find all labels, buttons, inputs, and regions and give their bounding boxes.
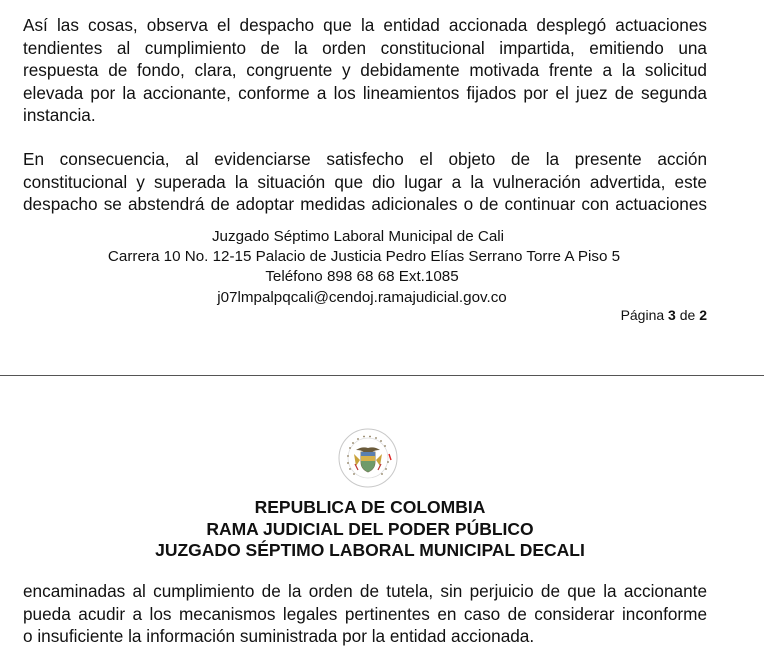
footer-court-name: Juzgado Séptimo Laboral Municipal de Cali — [211, 228, 505, 245]
body-paragraph-3 — [23, 580, 707, 648]
paragraph-line: despacho se abstendrá de adoptar medidas adicionales o de continuar con actuaciones — [23, 194, 707, 215]
page-number — [621, 307, 707, 323]
paragraph-line: respuesta de fondo, clara, congruente y debidamente motivada frente a la solicitud — [23, 60, 707, 81]
body-paragraph-2 — [23, 148, 707, 216]
paragraph-line: constitucional y superada la situación que dio lugar a la vulneración advertida, este — [23, 171, 707, 192]
paragraph-line: tendientes al cumplimiento de la orden constitucional impartida, emitiendo una — [23, 37, 707, 58]
paragraph-line: encaminadas al cumplimiento de la orden de tutela, sin perjuicio de que la accionante — [23, 581, 707, 601]
page-separator — [0, 375, 764, 376]
paragraph-line: Así las cosas, observa el despacho que la entidad accionada desplegó actuaciones — [23, 15, 707, 35]
footer-phone: Teléfono 898 68 68 Ext.1085 — [265, 268, 459, 286]
header-branch: RAMA JUDICIAL DEL PODER PÚBLICO — [206, 518, 534, 539]
paragraph-line: o insuficiente la información suministrada por la entidad accionada. — [23, 626, 535, 647]
footer-address: Carrera 10 No. 12-15 Palacio de Justicia Pedro Elías Serrano Torre A Piso 5 — [107, 248, 621, 266]
document-header — [0, 497, 740, 562]
header-country: REPUBLICA DE COLOMBIA — [254, 497, 486, 517]
paragraph-line: elevada por la accionante, conforme a los lineamientos fijados por el juez de segunda — [23, 82, 707, 103]
page-number-separator: de — [679, 307, 696, 323]
page-number-current: 3 — [668, 307, 676, 323]
judicial-seal-icon — [336, 426, 400, 490]
paragraph-line: En consecuencia, al evidenciarse satisfecho el objeto de la presente acción — [23, 149, 707, 169]
page-number-total: 2 — [699, 307, 707, 323]
paragraph-line: pueda acudir a los mecanismos legales pertinentes en caso de considerar inconforme — [23, 603, 707, 624]
footer-email: j07lmpalpqcali@cendoj.ramajudicial.gov.co — [217, 288, 507, 306]
header-court: JUZGADO SÉPTIMO LABORAL MUNICIPAL DECALI — [155, 540, 585, 560]
page-number-prefix: Página — [620, 307, 665, 323]
paragraph-line: instancia. — [23, 105, 96, 126]
page-footer — [0, 227, 764, 308]
body-paragraph-1 — [23, 14, 707, 127]
